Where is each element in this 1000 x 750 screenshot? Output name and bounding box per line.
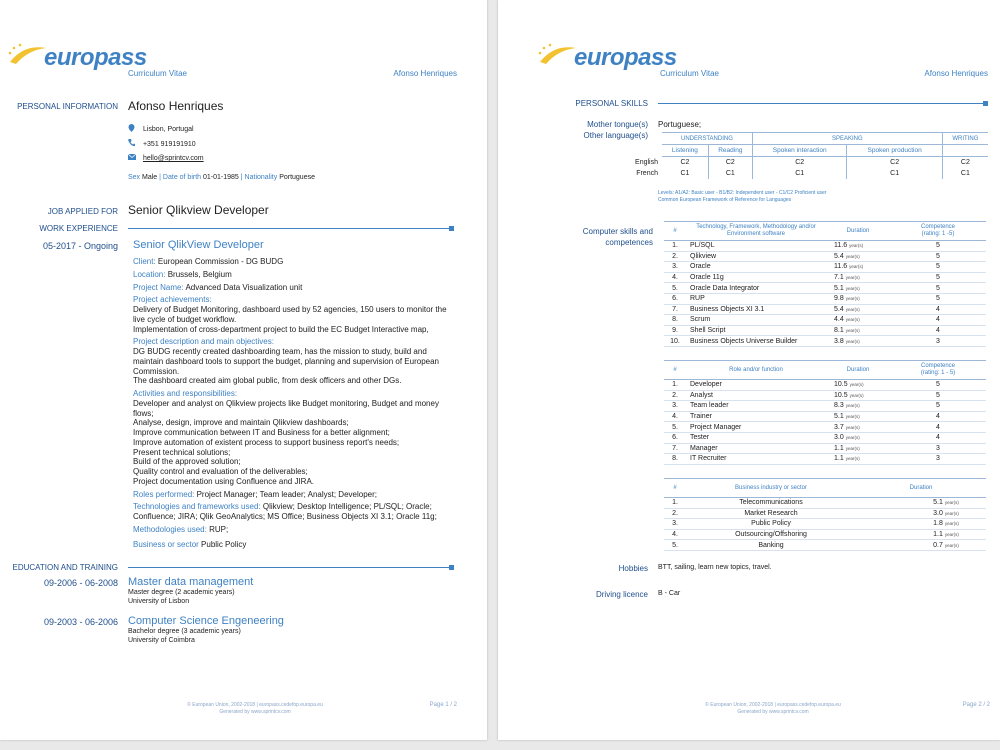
table-row [664,272,986,283]
row-competence: 5 [890,380,986,391]
row-duration: 5.4 year(s) [826,251,890,262]
languages-table: UNDERSTANDING SPEAKING WRITING Listening Reading Spoken interaction Spoken production English C2 C2 C2 C2 C2 French C1 C1 C1 C1 C1 [588,132,988,179]
work-dates: 05-2017 - Ongoing [42,241,118,251]
row-number: 2. [664,251,686,262]
row-competence: 5 [890,251,986,262]
computer-skills-label: Computer skills and competences [582,227,653,248]
row-item: Developer [686,380,826,391]
table-row [664,283,986,294]
other-languages-label: Other language(s) [583,131,648,140]
header-name: Afonso Henriques [924,69,988,78]
row-number: 4. [664,529,686,540]
driving-licence-value: B - Car [658,590,681,597]
row-competence: 4 [890,304,986,315]
row-duration: 5.1 year(s) [826,411,890,422]
row-item: Outsourcing/Offshoring [686,529,856,540]
row-number: 3. [664,401,686,412]
table-row [664,508,986,519]
row-number: 5. [664,283,686,294]
row-item: Scrum [686,315,826,326]
row-competence: 5 [890,283,986,294]
row-duration: 3.8 year(s) [826,336,890,347]
row-duration: 1.1 year(s) [826,443,890,454]
row-number: 2. [664,508,686,519]
sex-label: Sex [128,174,141,181]
driving-licence-label: Driving licence [595,590,648,599]
row-item: Qlikview [686,251,826,262]
section-rule [128,228,454,229]
language-row: French C1 C1 C1 C1 C1 [588,168,988,179]
row-item: Telecommunications [686,498,856,509]
row-item: Banking [686,540,856,551]
table-row [664,336,986,347]
row-duration: 8.3 year(s) [826,401,890,412]
dob-value: 01-01-1985 [203,174,239,181]
row-number: 10. [664,336,686,347]
table-row [664,443,986,454]
row-number: 6. [664,432,686,443]
row-number: 7. [664,304,686,315]
row-item: Manager [686,443,826,454]
envelope-icon [128,154,136,160]
logo-text: europass [44,44,147,71]
row-duration: 1.8 year(s) [856,519,986,530]
table-row [664,432,986,443]
table-row [664,262,986,273]
language-levels-note: Levels: A1/A2: Basic user - B1/B2: Independent user - C1/C2 Proficient user Common European Framework of Reference for Languages [658,190,827,203]
row-competence: 5 [890,262,986,273]
row-competence: 5 [890,272,986,283]
edu-dates: 09-2003 - 06-2006 [43,617,118,627]
row-number: 3. [664,519,686,530]
section-rule [658,103,988,104]
job-applied-value: Senior Qlikview Developer [128,203,269,217]
table-row [664,498,986,509]
row-number: 4. [664,272,686,283]
row-number: 2. [664,390,686,401]
work-title: Senior QlikView Developer [133,239,264,251]
understanding-header: UNDERSTANDING [662,133,752,145]
personal-skills-label: PERSONAL SKILLS [575,99,648,108]
row-competence: 5 [890,401,986,412]
table-row [664,380,986,391]
personal-info-label: PERSONAL INFORMATION [17,102,118,111]
sex-value: Male [142,174,158,181]
education-label: EDUCATION AND TRAINING [12,563,118,572]
row-duration: 1.1 year(s) [856,529,986,540]
table-row [664,390,986,401]
writing-header: WRITING [942,133,988,145]
speaking-header: SPEAKING [752,133,942,145]
table-row [664,401,986,412]
hobbies-label: Hobbies [618,564,648,573]
role-table: # Role and/or function Duration Competence (rating: 1 - 5) 1. Developer 10.5 year(s) 5 2. Analyst 10.5 year(s) 5 3. Team leader 8.3 year(s) 5 4. Trainer 5.1 year(s) 4 5. Project Manager 3.7 year(s) 4 6. Tester 3.0 year(s) 4 7. Manager 1.1 year(s) 3 8. IT Recruiter 1.1 year(s) 3 [664,360,986,465]
row-number: 1. [664,241,686,252]
table-row [664,304,986,315]
row-duration: 11.6 year(s) [826,241,890,252]
row-number: 6. [664,293,686,304]
row-competence: 4 [890,411,986,422]
cv-page-2 [498,0,1000,740]
row-item: Oracle 11g [686,272,826,283]
row-competence: 3 [890,443,986,454]
row-duration: 5.1 year(s) [856,498,986,509]
row-number: 8. [664,315,686,326]
dob-label: Date of birth [162,174,202,181]
row-duration: 4.4 year(s) [826,315,890,326]
row-competence: 5 [890,241,986,252]
phone-icon [128,139,135,147]
row-item: Project Manager [686,422,826,433]
row-number: 9. [664,325,686,336]
row-number: 7. [664,443,686,454]
page-footer: © European Union, 2002-2018 | europass.cedefop.europa.eu Generated by www.sprintcv.com [187,702,323,715]
nationality-value: Portuguese [279,174,315,181]
row-number: 5. [664,422,686,433]
table-row [664,422,986,433]
table-row [664,293,986,304]
logo-text: europass [574,44,677,71]
row-number: 3. [664,262,686,273]
row-duration: 10.5 year(s) [826,390,890,401]
row-duration: 1.1 year(s) [826,454,890,465]
row-duration: 9.8 year(s) [826,293,890,304]
job-applied-label: JOB APPLIED FOR [47,207,118,216]
edu-details: Bachelor degree (3 academic years) University of Coimbra [128,628,241,644]
row-duration: 3.7 year(s) [826,422,890,433]
row-competence: 4 [890,422,986,433]
location-pin-icon [128,124,135,132]
row-item: Business Objects Universe Builder [686,336,826,347]
row-item: Trainer [686,411,826,422]
row-number: 8. [664,454,686,465]
row-item: Business Objects XI 3.1 [686,304,826,315]
row-duration: 7.1 year(s) [826,272,890,283]
row-competence: 4 [890,315,986,326]
table-row [664,519,986,530]
row-competence: 4 [890,432,986,443]
row-competence: 3 [890,454,986,465]
header-name: Afonso Henriques [393,69,457,78]
cv-label: Curriculum Vitae [660,69,719,78]
email-row [128,154,204,162]
edu-dates: 09-2006 - 06-2008 [43,578,118,588]
row-number: 5. [664,540,686,551]
table-row [664,315,986,326]
row-item: Shell Script [686,325,826,336]
edu-title: Master data management [128,576,254,588]
row-duration: 3.0 year(s) [856,508,986,519]
work-details: Client: European Commission - DG BUDG Location: Brussels, Belgium Project Name: Advanced Data Visualization unit Project achievements: Delivery of Budget Monitoring, dashboard used by 52 agencies, 150 users to monitor the live cycle of budget workflow. Implementation of cross-department project to build the EC Budget Interactive map, Project description and main objectives: DG BUDG recently created dashboarding team, has the mission to study, build and maintain dashboard tools to support the budget, planning and supervision of European Commission. The dashboard created aim global public, from desk officers and other DGs. Activities and responsibilities: Developer and analyst on Qlikview projects like Budget monitoring, Budget and money flows; Analyse, design, improve and maintain Qlikview dashboards; Improve communication between IT and Business for a better alignment; Improve automation of existent process to support business report's needs; Present technical solutions; Build of the approved solution; Quality control and evaluation of the deliverables; Project documentation using Confluence and JIRA. Roles performed: Project Manager; Team leader; Analyst; Developer; Technologies and frameworks used: Qlikview; Desktop Intelligence; PL/SQL; Oracle; Confluence; JIRA; Qlik GeoAnalytics; MS Office; Business Objects XI 3.1; Oracle 11g; Methodologies used: RUP; Business or sector Public Policy [133,257,447,549]
table-row [664,325,986,336]
table-row [664,540,986,551]
row-item: Public Policy [686,519,856,530]
row-competence: 5 [890,293,986,304]
mother-tongue-value: Portuguese; [658,120,702,129]
row-item: RUP [686,293,826,304]
table-row [664,241,986,252]
row-number: 1. [664,380,686,391]
row-duration: 11.6 year(s) [826,262,890,273]
row-item: Team leader [686,401,826,412]
table-row [664,251,986,262]
phone-row [128,139,196,148]
page-footer: © European Union, 2002-2018 | europass.cedefop.europa.eu Generated by www.sprintcv.com [705,702,841,715]
row-item: Oracle [686,262,826,273]
row-item: Tester [686,432,826,443]
technology-table: # Technology, Framework, Methodology and/or Environment software Duration Competence (rating: 1 -5) 1. PL/SQL 11.6 year(s) 5 2. Qlikview 5.4 year(s) 5 3. Oracle 11.6 year(s) 5 4. Oracle 11g 7.1 year(s) 5 5. Oracle Data Integrator 5.1 year(s) 5 6. RUP 9.8 year(s) 5 7. Business Objects XI 3.1 5.4 year(s) 4 8. Scrum 4.4 year(s) 4 9. Shell Script 8.1 year(s) 4 10. Business Objects Universe Builder 3.8 year(s) 3 [664,221,986,347]
row-duration: 10.5 year(s) [826,380,890,391]
table-row [664,411,986,422]
hobbies-value: BTT, sailing, learn new topics, travel. [658,564,772,571]
edu-details: Master degree (2 academic years) University of Lisbon [128,589,235,605]
row-item: IT Recruiter [686,454,826,465]
personal-details-row: Sex Male | Date of birth 01-01-1985 | Nationality Portuguese [128,174,315,181]
section-rule [128,567,454,568]
row-duration: 8.1 year(s) [826,325,890,336]
row-competence: 4 [890,325,986,336]
row-number: 1. [664,498,686,509]
sector-table: # Business industry or sector Duration 1. Telecommunications 5.1 year(s) 2. Market Research 3.0 year(s) 3. Public Policy 1.8 year(s) 4. Outsourcing/Offshoring 1.1 year(s) 5. Banking 0.7 year(s) [664,478,986,551]
row-competence: 3 [890,336,986,347]
page-number: Page 2 / 2 [962,702,990,708]
row-number: 4. [664,411,686,422]
edu-title: Computer Science Engeneering [128,615,284,627]
work-experience-label: WORK EXPERIENCE [39,224,118,233]
email-link[interactable]: hello@sprintcv.com [142,155,204,162]
location-text: Lisbon, Portugal [142,126,194,133]
row-duration: 5.4 year(s) [826,304,890,315]
phone-text: +351 919191910 [142,141,196,148]
row-competence: 5 [890,390,986,401]
row-duration: 5.1 year(s) [826,283,890,294]
location-row [128,124,194,133]
mother-tongue-label: Mother tongue(s) [587,120,648,129]
cv-page-1 [0,0,487,740]
row-duration: 0.7 year(s) [856,540,986,551]
row-item: Market Research [686,508,856,519]
cv-label: Curriculum Vitae [128,69,187,78]
row-item: PL/SQL [686,241,826,252]
person-name: Afonso Henriques [128,99,224,113]
table-row [664,529,986,540]
page-number: Page 1 / 2 [429,702,457,708]
nationality-label: Nationality [244,174,278,181]
table-row [664,454,986,465]
row-item: Oracle Data Integrator [686,283,826,294]
row-duration: 3.0 year(s) [826,432,890,443]
row-item: Analyst [686,390,826,401]
language-row: English C2 C2 C2 C2 C2 [588,157,988,169]
